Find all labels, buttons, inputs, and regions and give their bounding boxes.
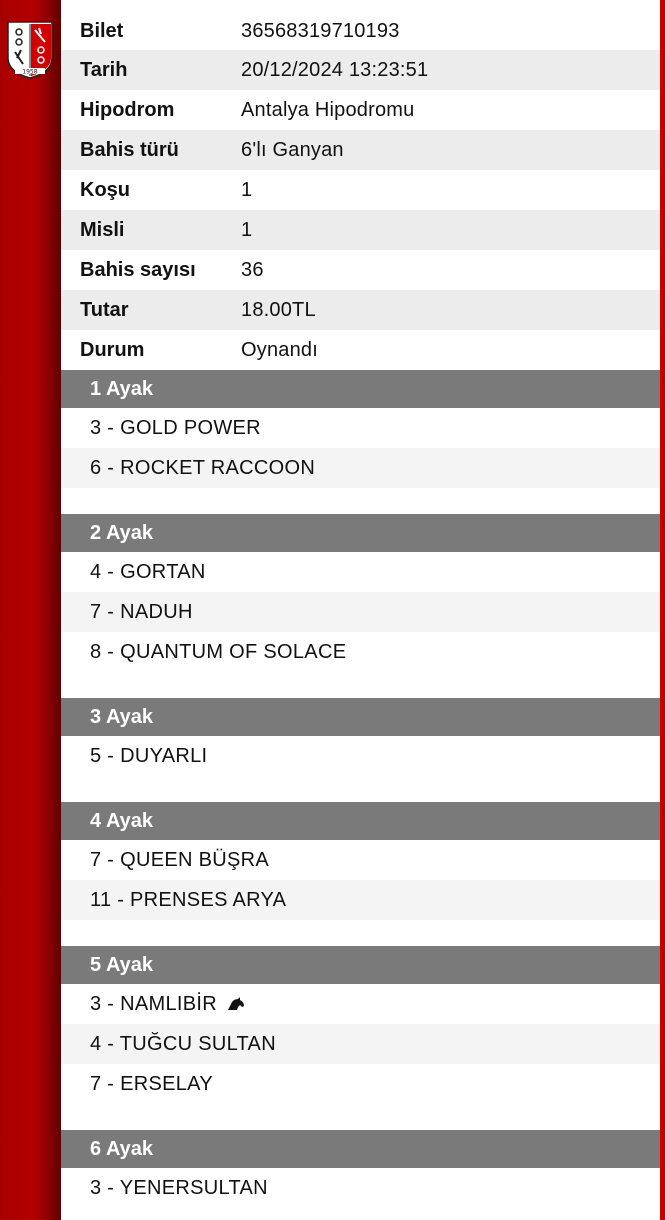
horse-row <box>61 840 660 880</box>
horse-row <box>61 408 660 448</box>
horse-name: 3 - NAMLIBİR <box>90 992 217 1015</box>
leg-spacer <box>61 776 660 802</box>
info-value: Antalya Hipodromu <box>241 98 415 121</box>
info-value: 1 <box>241 218 253 241</box>
horse-row <box>61 984 660 1024</box>
info-row <box>61 170 660 210</box>
info-label: Bahis sayısı <box>80 258 196 281</box>
svg-text:1958: 1958 <box>22 68 38 76</box>
horse-head-icon <box>227 997 245 1011</box>
horse-name: 4 - TUĞCU SULTAN <box>90 1032 276 1055</box>
horse-name: 5 - DUYARLI <box>90 744 208 767</box>
info-value: 20/12/2024 13:23:51 <box>241 58 429 81</box>
leg-header: 5 Ayak <box>61 946 660 984</box>
horse-name: 8 - QUANTUM OF SOLACE <box>90 640 347 663</box>
horse-row <box>61 1024 660 1064</box>
info-value: 18.00TL <box>241 298 316 321</box>
info-row <box>61 210 660 250</box>
horse-row <box>61 592 660 632</box>
info-row <box>61 330 660 370</box>
leg-header: 3 Ayak <box>61 698 660 736</box>
leg-header: 1 Ayak <box>61 370 660 408</box>
horse-row <box>61 552 660 592</box>
horse-name: 3 - YENERSULTAN <box>90 1176 268 1199</box>
left-red-sidebar <box>0 0 61 1220</box>
horse-name: 7 - NADUH <box>90 600 193 623</box>
horse-name: 7 - ERSELAY <box>90 1072 213 1095</box>
info-label: Tutar <box>80 298 129 321</box>
info-row <box>61 130 660 170</box>
info-label: Hipodrom <box>80 98 175 121</box>
horse-name: 7 - QUEEN BÜŞRA <box>90 848 269 871</box>
info-label: Tarih <box>80 58 128 81</box>
horse-name: 6 - ROCKET RACCOON <box>90 456 316 479</box>
club-crest-logo <box>5 20 55 80</box>
leg-header: 6 Ayak <box>61 1130 660 1168</box>
info-label: Bahis türü <box>80 138 179 161</box>
info-row <box>61 250 660 290</box>
info-label: Misli <box>80 218 125 241</box>
horse-row <box>61 1064 660 1104</box>
info-row <box>61 290 660 330</box>
info-row <box>61 50 660 90</box>
info-label: Koşu <box>80 178 130 201</box>
legs-list <box>61 370 660 1208</box>
leg-spacer <box>61 1104 660 1130</box>
ticket-info-table <box>61 0 660 370</box>
info-value: 6'lı Ganyan <box>241 138 344 161</box>
leg-spacer <box>61 920 660 946</box>
info-row <box>61 90 660 130</box>
horse-name: 4 - GORTAN <box>90 560 206 583</box>
info-row <box>61 0 660 50</box>
leg-header: 2 Ayak <box>61 514 660 552</box>
info-value: 1 <box>241 178 253 201</box>
horse-name: 11 - PRENSES ARYA <box>90 888 287 911</box>
horse-name: 3 - GOLD POWER <box>90 416 261 439</box>
info-value: Oynandı <box>241 338 319 361</box>
horse-row <box>61 880 660 920</box>
info-value: 36568319710193 <box>241 19 400 42</box>
info-label: Durum <box>80 338 145 361</box>
right-red-edge <box>660 0 665 1220</box>
leg-spacer <box>61 672 660 698</box>
info-label: Bilet <box>80 19 124 42</box>
horse-row <box>61 632 660 672</box>
horse-row <box>61 448 660 488</box>
leg-spacer <box>61 488 660 514</box>
horse-row <box>61 736 660 776</box>
horse-row <box>61 1168 660 1208</box>
ticket-detail-panel <box>61 0 660 1220</box>
info-value: 36 <box>241 258 264 281</box>
leg-header: 4 Ayak <box>61 802 660 840</box>
